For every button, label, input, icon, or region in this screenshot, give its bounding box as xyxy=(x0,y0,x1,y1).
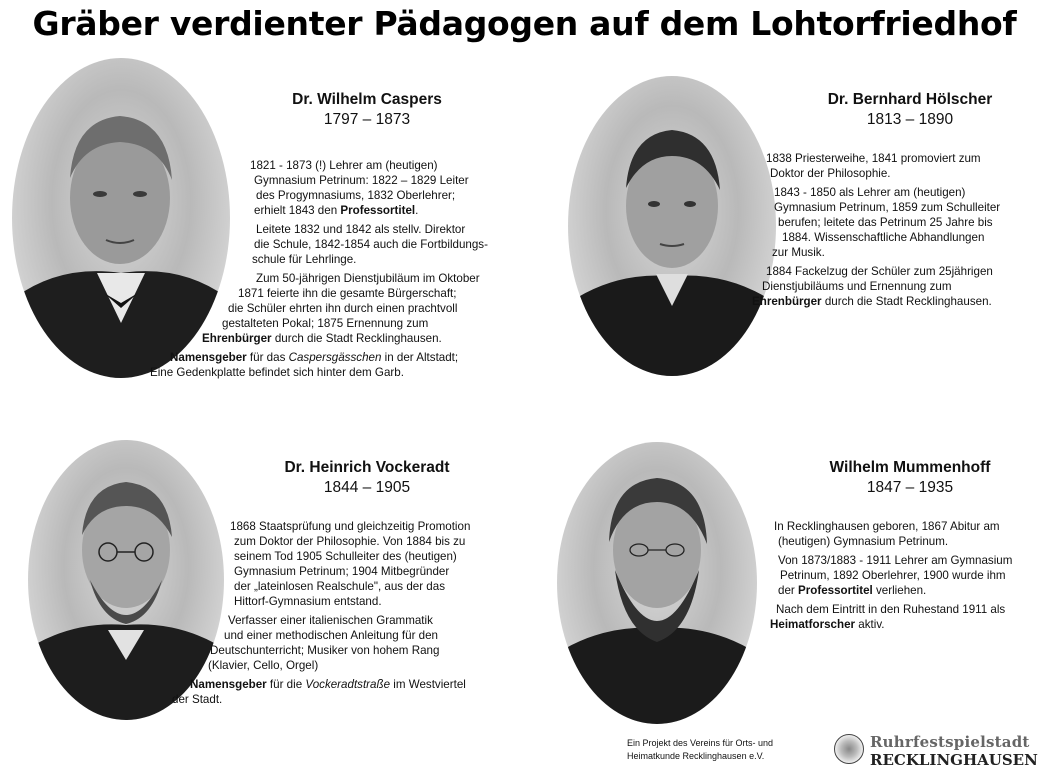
portrait-bernhard-hoelscher xyxy=(568,76,776,376)
city-seal-icon xyxy=(834,734,864,764)
bio-highlight: Professortitel xyxy=(798,584,873,597)
bio-line: schule für Lehrlinge. xyxy=(252,253,357,266)
bio-line: die Schule, 1842-1854 auch die Fortbildungs- xyxy=(254,238,488,251)
bio-line: die Schüler ehrten ihn durch einen prachtvoll xyxy=(228,302,458,315)
city-logo-top: Ruhrfestspielstadt xyxy=(870,733,1030,751)
bio-line: 1838 Priesterweihe, 1841 promoviert zum xyxy=(766,152,981,165)
bio-text: in der Altstadt; xyxy=(384,351,459,364)
bio-text: im Westviertel xyxy=(393,678,466,691)
bio-line: (heutigen) Gymnasium Petrinum. xyxy=(778,535,949,548)
person-dates: 1813 – 1890 xyxy=(866,111,954,128)
bio-text: . xyxy=(415,204,419,217)
bio-line: Doktor der Philosophie. xyxy=(770,167,891,180)
bio-text: erhielt 1843 den xyxy=(254,204,338,217)
bio-text: für das xyxy=(249,351,286,364)
person-heading-caspers xyxy=(260,90,474,130)
bio-line: 1868 Staatsprüfung und gleichzeitig Promotion xyxy=(230,520,471,533)
bio-text: durch die Stadt Recklinghausen. xyxy=(274,332,442,345)
person-name: Dr. Heinrich Vockeradt xyxy=(284,459,450,476)
project-credit-line: Ein Projekt des Vereins für Orts- und xyxy=(627,738,774,748)
bio-highlight: Ehrenbürger xyxy=(202,332,272,345)
person-heading-mummenhoff xyxy=(800,458,1020,498)
bio-line: Nach dem Eintritt in den Ruhestand 1911 als xyxy=(776,603,1006,616)
bio-emphasis: Vockeradtstraße xyxy=(305,678,391,691)
bio-text: für die xyxy=(269,678,303,691)
bio-line: und einer methodischen Anleitung für den xyxy=(224,629,438,642)
bio-line: Gymnasium Petrinum: 1822 – 1829 Leiter xyxy=(254,174,469,187)
bio-line: berufen; leitete das Petrinum 25 Jahre bis xyxy=(778,216,993,229)
bio-line: Von 1873/1883 - 1911 Lehrer am Gymnasium xyxy=(778,554,1013,567)
bio-line: In Recklinghausen geboren, 1867 Abitur am xyxy=(774,520,1000,533)
bio-line: des Progymnasiums, 1832 Oberlehrer; xyxy=(256,189,456,202)
person-dates: 1844 – 1905 xyxy=(323,479,411,496)
bio-line: zum Doktor der Philosophie. Von 1884 bis zu xyxy=(234,535,466,548)
bio-text: aktiv. xyxy=(858,618,885,631)
bio-line: 1871 feierte ihn die gesamte Bürgerschaft; xyxy=(238,287,457,300)
bio-highlight: Professortitel xyxy=(340,204,416,217)
person-bio-hoelscher xyxy=(752,151,1042,313)
bio-line: der „lateinlosen Realschule", aus der das xyxy=(234,580,445,593)
bio-line: 1821 - 1873 (!) Lehrer am (heutigen) xyxy=(250,159,438,172)
bio-line: Zum 50-jährigen Dienstjubiläum im Oktober xyxy=(256,272,480,285)
person-dates: 1797 – 1873 xyxy=(323,111,411,128)
person-name: Wilhelm Mummenhoff xyxy=(829,459,991,476)
person-bio-caspers xyxy=(150,158,530,384)
city-logo-bottom: RECKLINGHAUSEN xyxy=(870,751,1038,769)
bio-line: Hittorf-Gymnasium entstand. xyxy=(234,595,382,608)
person-heading-hoelscher xyxy=(805,90,1015,130)
bio-line: (Klavier, Cello, Orgel) xyxy=(208,659,319,672)
bio-line: 1843 - 1850 als Lehrer am (heutigen) xyxy=(774,186,966,199)
person-name: Dr. Wilhelm Caspers xyxy=(292,91,442,108)
bio-line: Dienstjubiläums und Ernennung zum xyxy=(762,280,952,293)
person-bio-mummenhoff xyxy=(770,519,1045,636)
bio-line: 1884 Fackelzug der Schüler zum 25jährigen xyxy=(766,265,993,278)
bio-line: Eine Gedenkplatte befindet sich hinter dem Garb. xyxy=(150,366,404,379)
bio-line: gestalteten Pokal; 1875 Ernennung zum xyxy=(222,317,429,330)
bio-text: der xyxy=(778,584,795,597)
bio-line: Leitete 1832 und 1842 als stellv. Direktor xyxy=(256,223,466,236)
bio-highlight: Namensgeber xyxy=(190,678,267,691)
bio-line: zur Musik. xyxy=(772,246,825,259)
person-bio-vockeradt xyxy=(172,519,522,711)
bio-text: durch die Stadt Recklinghausen. xyxy=(824,295,992,308)
bio-line: Deutschunterricht; Musiker von hohem Rang xyxy=(210,644,440,657)
bio-highlight: Heimatforscher xyxy=(770,618,856,631)
bio-text: verliehen. xyxy=(875,584,927,597)
person-dates: 1847 – 1935 xyxy=(866,479,954,496)
bio-emphasis: Caspersgässchen xyxy=(288,351,382,364)
portrait-wilhelm-mummenhoff xyxy=(557,442,757,724)
bio-line: seinem Tod 1905 Schulleiter des (heutigen) xyxy=(234,550,457,563)
bio-line: Verfasser einer italienischen Grammatik xyxy=(228,614,433,627)
bio-line: Petrinum, 1892 Oberlehrer, 1900 wurde ihm xyxy=(780,569,1006,582)
person-heading-vockeradt xyxy=(260,458,474,498)
project-credit xyxy=(627,737,773,763)
page-title: Gräber verdienter Pädagogen auf dem Lohtorfriedhof xyxy=(32,4,1017,43)
bio-line: 1884. Wissenschaftliche Abhandlungen xyxy=(782,231,985,244)
bio-line: Gymnasium Petrinum, 1859 zum Schulleiter xyxy=(774,201,1001,214)
bio-highlight: Ehrenbürger xyxy=(752,295,822,308)
person-name: Dr. Bernhard Hölscher xyxy=(827,91,993,108)
bio-line: der Stadt. xyxy=(172,693,223,706)
project-credit-line: Heimatkunde Recklinghausen e.V. xyxy=(627,751,765,761)
bio-highlight: Namensgeber xyxy=(170,351,247,364)
bio-line: Gymnasium Petrinum; 1904 Mitbegründer xyxy=(234,565,450,578)
